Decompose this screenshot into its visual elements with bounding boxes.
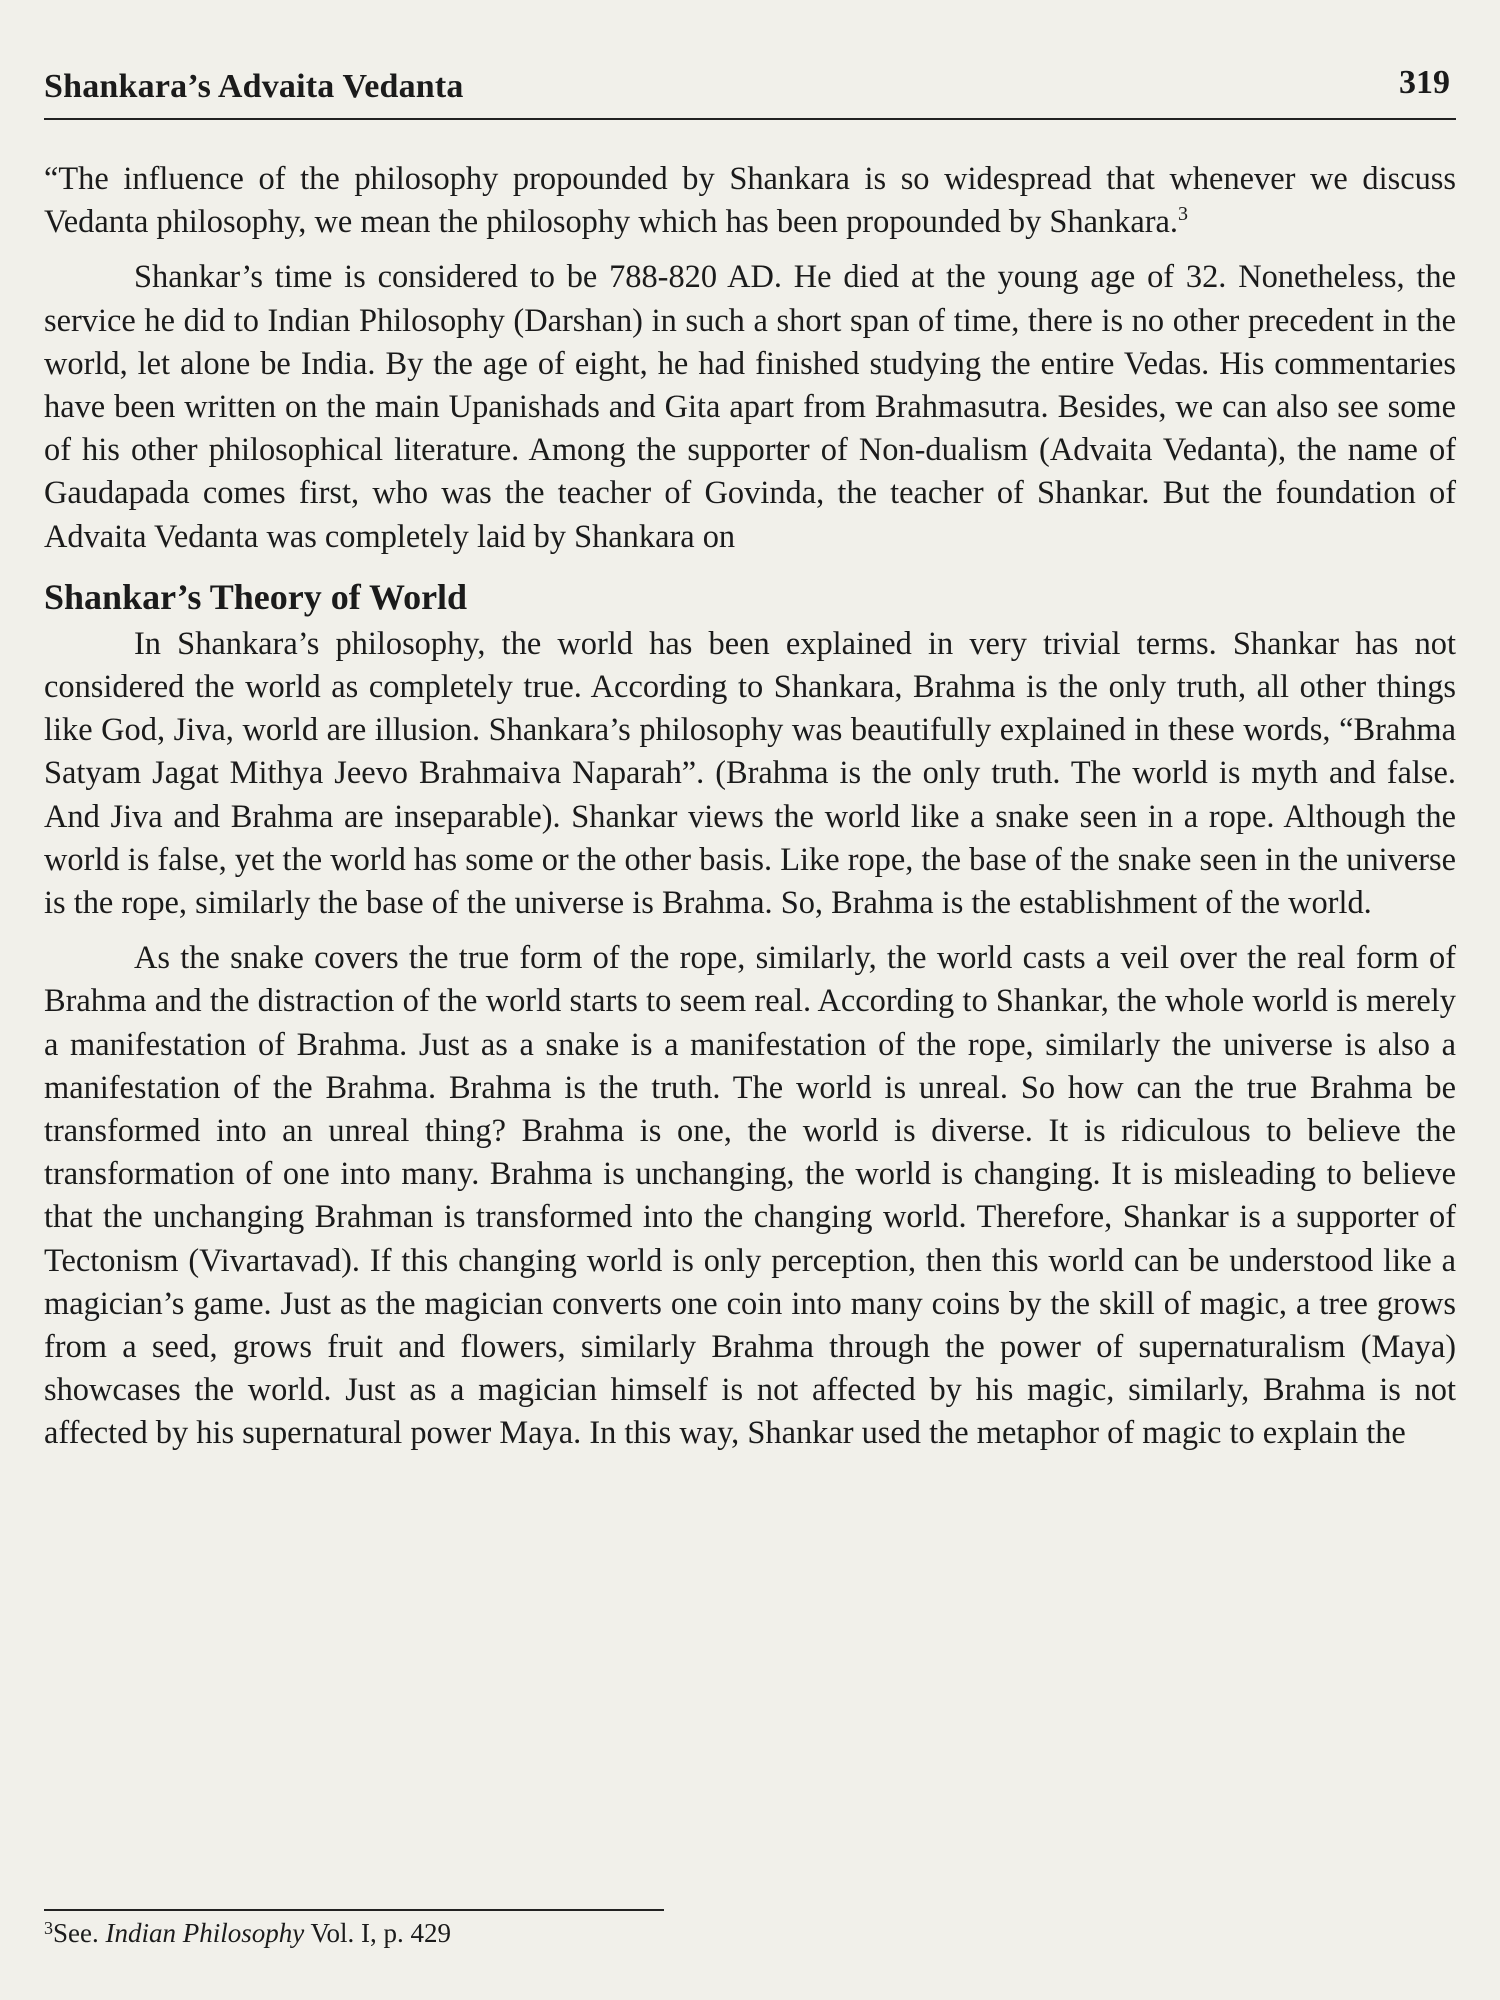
quote-paragraph (44, 158, 1456, 244)
footnote-ref: 3 (1178, 203, 1189, 226)
paragraph-theory-of-world: In Shankara’s philosophy, the world has been explained in very trivial terms. Shankar has not considered the world as completely true. According to Shankara, Brahma is the only truth, all other things like God, Jiva, world are illusion. Shankara’s philosophy was beautifully explained in these words, “Brahma Satyam Jagat Mithya Jeevo Brahmaiva Naparah”. (Brahma is the only truth. The world is myth and false. And Jiva and Brahma are inseparable). Shankar views the world like a snake seen in a rope. Although the world is false, yet the world has some or the other basis. Like rope, the base of the snake seen in the universe is the rope, similarly the base of the universe is Brahma. So, Brahma is the establishment of the world. (44, 625, 1456, 922)
paragraph-snake-rope: As the snake covers the true form of the rope, similarly, the world casts a veil over the real form of Brahma and the distraction of the world starts to seem real. According to Shankar, the whole world is merely a manifestation of Brahma. Just as a snake is a manifestation of the rope, similarly the universe is also a manifestation of the Brahma. Brahma is the truth. The world is unreal. So how can the true Brahma be transformed into an unreal thing? Brahma is one, the world is diverse. It is ridiculous to believe the transformation of one into many. Brahma is unchanging, the world is changing. It is misleading to believe that the unchanging Brahman is transformed into the changing world. Therefore, Shankar is a supporter of Tectonism (Vivartavad). If this changing world is only perception, then this world can be understood like a magician’s game. Just as the magician converts one coin into many coins by the skill of magic, a tree grows from a seed, grows fruit and flowers, similarly Brahma through the power of supernaturalism (Maya) showcases the world. Just as a magician himself is not affected by his magic, similarly, Brahma is not affected by his supernatural power Maya. In this way, Shankar used the metaphor of magic to explain the (44, 940, 1456, 1452)
paragraph-shankar-time: Shankar’s time is considered to be 788-820 AD. He died at the young age of 32. Nonetheless, the service he did to Indian Philosophy (Darshan) in such a short span of time, there is no other precedent in the world, let alone be India. By the age of eight, he had finished studying the entire Vedas. His commentaries have been written on the main Upanishads and Gita apart from Brahmasutra. Besides, we can also see some of his other philosophical literature. Among the supporter of Non-dualism (Advaita Vedanta), the name of Gaudapada comes first, who was the teacher of Govinda, the teacher of Shankar. But the foundation of Advaita Vedanta was completely laid by Shankara on (44, 259, 1456, 555)
footnote-book-title: Indian Philosophy (105, 1918, 305, 1948)
page-header (44, 60, 1456, 120)
page-body (44, 158, 1456, 1456)
footnote (44, 1918, 451, 1949)
footnote-divider (44, 1909, 664, 1911)
page-number: 319 (1399, 64, 1450, 101)
section-heading: Shankar’s Theory of World (44, 576, 468, 617)
footnote-suffix: Vol. I, p. 429 (304, 1918, 451, 1948)
quote-text: “The influence of the philosophy propounded by Shankara is so widespread that whenever we discuss Vedanta philosophy, we mean the philosophy which has been propounded by Shankara. (44, 161, 1456, 241)
running-title: Shankara’s Advaita Vedanta (44, 68, 464, 105)
footnote-number: 3 (44, 1918, 53, 1938)
footnote-prefix: See. (53, 1918, 106, 1948)
